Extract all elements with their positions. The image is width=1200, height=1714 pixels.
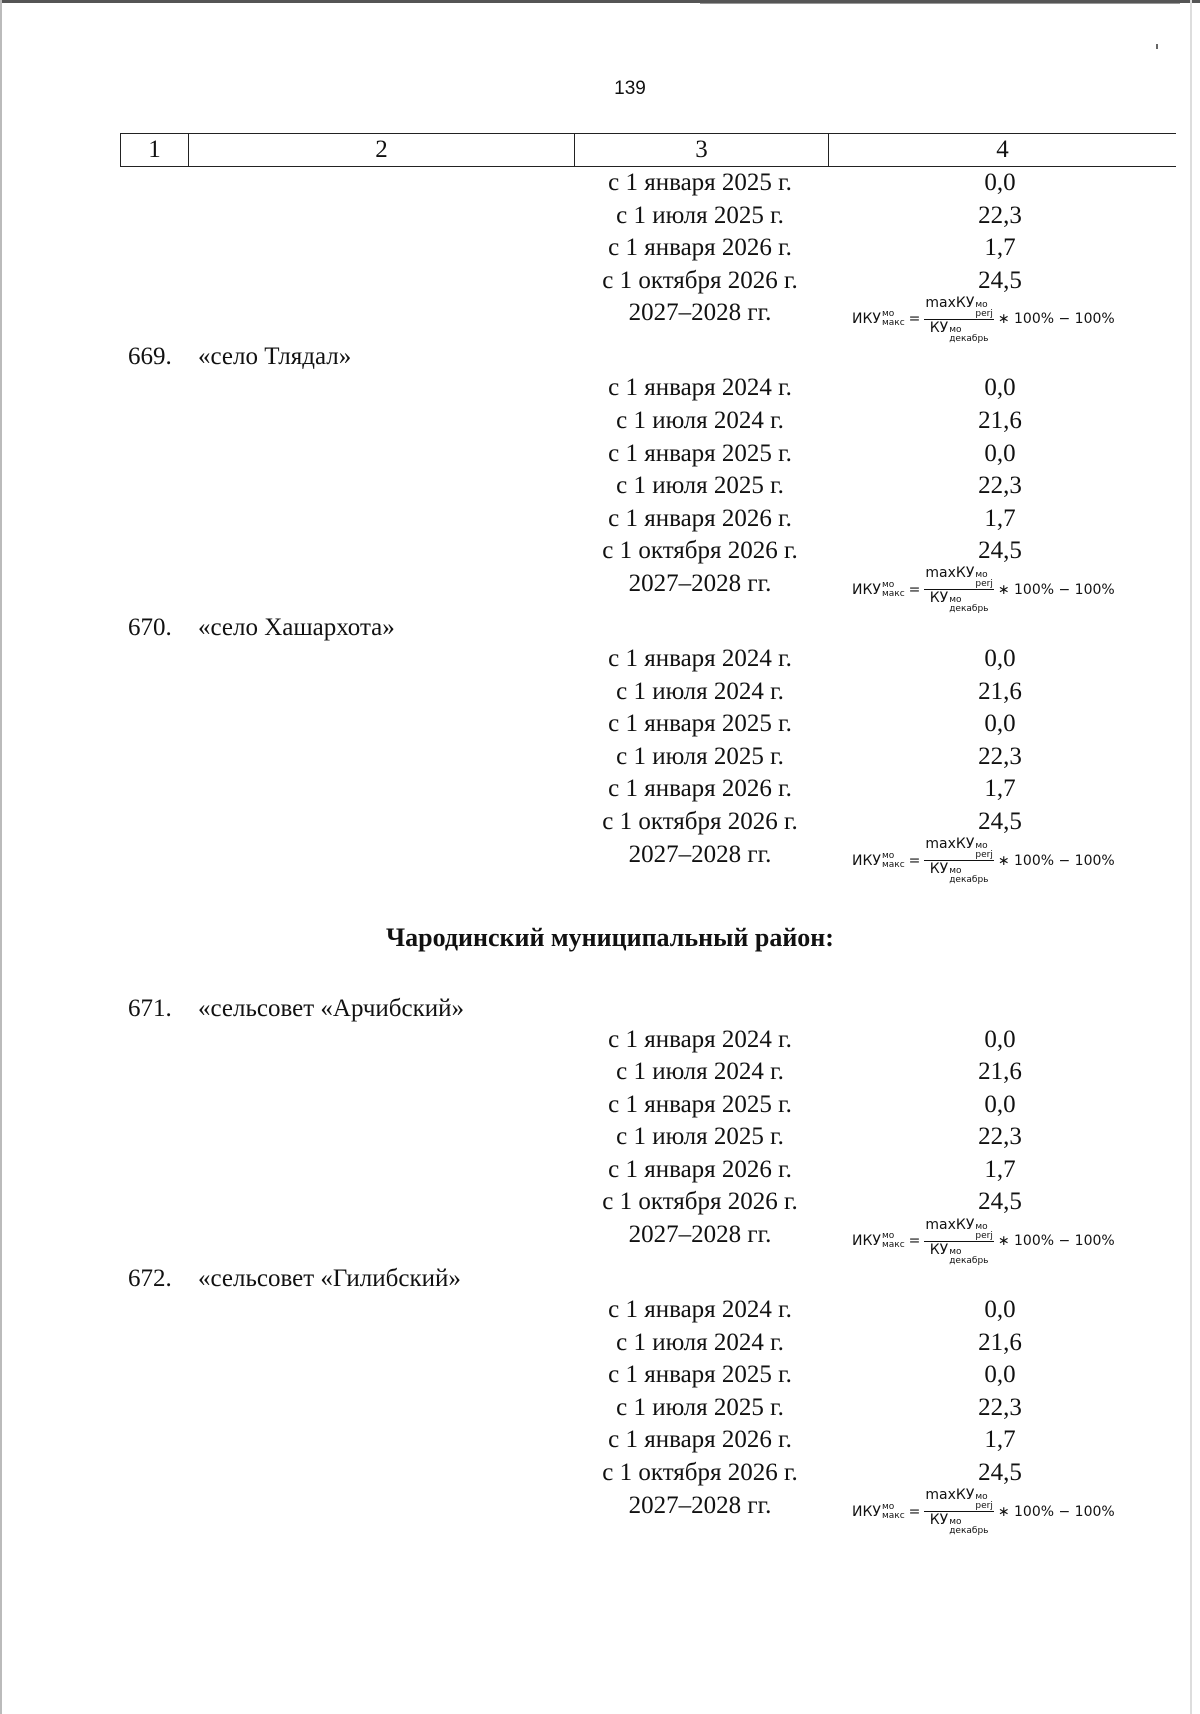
item-name: «сельсовет «Гилибский» (198, 1265, 461, 1293)
item-number: 672. (128, 1265, 172, 1293)
formula-denominator (930, 590, 989, 614)
rate-period: с 1 июля 2025 г. (616, 1123, 784, 1151)
table-header-row (120, 133, 1176, 167)
formula-row (0, 294, 1200, 344)
rate-period: с 1 января 2024 г. (608, 374, 792, 402)
formula-sup: мо (881, 1231, 895, 1242)
formula-fraction (924, 295, 993, 344)
scan-speck (1156, 44, 1158, 49)
continued-block (0, 167, 1200, 344)
rate-row (0, 1359, 1200, 1392)
formula-sup: мо (881, 1501, 895, 1512)
rate-row (0, 1154, 1200, 1187)
formula-lhs: ИКУ (852, 852, 881, 869)
rate-value: 0,0 (984, 644, 1016, 672)
rate-period: 2027–2028 гг. (628, 1221, 772, 1249)
rate-period: 2027–2028 гг. (628, 1491, 772, 1519)
formula-equals: = (908, 581, 921, 598)
formula-denominator (930, 320, 989, 344)
rate-row (0, 1056, 1200, 1089)
formula-numerator (924, 836, 993, 861)
denominator-sub: декабрь (949, 333, 989, 344)
rate-row (0, 438, 1200, 471)
rate-value: 1,7 (984, 1155, 1016, 1183)
rate-period: с 1 января 2026 г. (608, 504, 792, 532)
item-title (0, 993, 1200, 1024)
numerator-main: maxКУ (925, 836, 975, 852)
rate-row (0, 1024, 1200, 1057)
rate-period: с 1 января 2025 г. (608, 439, 792, 467)
rate-row (0, 806, 1200, 839)
denominator-sup: мо (949, 595, 962, 606)
rate-row (0, 535, 1200, 568)
rate-value: 24,5 (978, 807, 1022, 835)
rate-period: с 1 января 2025 г. (608, 1361, 792, 1389)
item-number: 671. (128, 994, 172, 1022)
rate-row (0, 643, 1200, 676)
formula-fraction (924, 565, 993, 614)
item-title (0, 341, 1200, 372)
iku-formula (852, 1487, 1115, 1537)
denominator-main: КУ (929, 319, 949, 336)
rate-value: 21,6 (978, 406, 1022, 434)
rate-value: 0,0 (984, 1296, 1016, 1324)
rate-period: с 1 июля 2024 г. (616, 1328, 784, 1356)
formula-row (0, 565, 1200, 615)
formula-sup: мо (881, 579, 895, 590)
denominator-sub: декабрь (949, 1526, 989, 1537)
rate-period: с 1 января 2026 г. (608, 1426, 792, 1454)
rate-value: 24,5 (978, 1188, 1022, 1216)
formula-sup: мо (881, 309, 895, 320)
rate-period: с 1 октября 2026 г. (602, 537, 798, 565)
item-670 (0, 612, 1200, 883)
formula-tail: ∗ 100% − 100% (997, 581, 1115, 598)
rate-row (0, 708, 1200, 741)
rate-value: 22,3 (978, 1123, 1022, 1151)
formula-sub: макс (881, 859, 905, 870)
rate-period: с 1 июля 2024 г. (616, 1058, 784, 1086)
rate-period: с 1 июля 2025 г. (616, 1393, 784, 1421)
rate-period: с 1 января 2025 г. (608, 1090, 792, 1118)
item-number: 670. (128, 613, 172, 641)
rate-value: 24,5 (978, 1459, 1022, 1487)
rate-value: 0,0 (984, 374, 1016, 402)
numerator-sup: мо (975, 570, 988, 581)
rate-row (0, 1089, 1200, 1122)
numerator-sup: мо (975, 841, 988, 851)
formula-sub: макс (881, 588, 905, 599)
rate-row (0, 265, 1200, 298)
denominator-sub: декабрь (949, 1255, 989, 1266)
section-heading: Чародинский муниципальный район: (386, 922, 834, 952)
denominator-main: КУ (929, 861, 949, 877)
rate-period: с 1 января 2024 г. (608, 644, 792, 672)
formula-lhs: ИКУ (852, 1503, 881, 1520)
rate-value: 22,3 (978, 742, 1022, 770)
rate-period: 2027–2028 гг. (628, 569, 772, 597)
denominator-sup: мо (949, 1517, 962, 1528)
formula-numerator (924, 295, 993, 320)
rate-period: с 1 октября 2026 г. (602, 1188, 798, 1216)
numerator-sub: perj (975, 850, 993, 860)
denominator-sup: мо (949, 1246, 962, 1257)
rate-value: 0,0 (984, 1090, 1016, 1118)
formula-equals: = (908, 311, 921, 328)
formula-lhs: ИКУ (852, 311, 881, 328)
formula-lhs: ИКУ (852, 1233, 881, 1250)
rate-period: с 1 октября 2026 г. (602, 807, 798, 835)
rate-period: с 1 января 2024 г. (608, 1296, 792, 1324)
rate-value: 21,6 (978, 677, 1022, 705)
formula-numerator (924, 565, 993, 590)
rate-value: 0,0 (984, 1361, 1016, 1389)
formula-row (0, 1216, 1200, 1266)
formula-row (0, 1487, 1200, 1537)
formula-fraction (924, 836, 993, 885)
rate-period: с 1 января 2026 г. (608, 775, 792, 803)
formula-sub: макс (881, 1240, 905, 1251)
denominator-sup: мо (949, 866, 962, 876)
rate-row (0, 1424, 1200, 1457)
rate-value: 1,7 (984, 504, 1016, 532)
rate-value: 1,7 (984, 234, 1016, 262)
item-672 (0, 1263, 1200, 1537)
formula-row (0, 836, 1200, 885)
rate-value: 21,6 (978, 1058, 1022, 1086)
rate-row (0, 741, 1200, 774)
rate-value: 1,7 (984, 1426, 1016, 1454)
rate-period: с 1 января 2025 г. (608, 710, 792, 738)
formula-equals: = (908, 1503, 921, 1520)
rate-row (0, 200, 1200, 233)
rate-row (0, 470, 1200, 503)
rate-period: 2027–2028 гг. (628, 840, 772, 868)
iku-formula (852, 1216, 1115, 1266)
denominator-sub: декабрь (949, 604, 989, 615)
rate-value: 21,6 (978, 1328, 1022, 1356)
numerator-sub: perj (975, 579, 993, 590)
denominator-sub: декабрь (949, 875, 989, 885)
denominator-main: КУ (929, 1241, 949, 1258)
rate-row (0, 503, 1200, 536)
rate-period: с 1 октября 2026 г. (602, 266, 798, 294)
numerator-main: maxКУ (925, 1216, 975, 1233)
formula-numerator (924, 1487, 993, 1512)
rate-row (0, 1392, 1200, 1425)
item-669 (0, 341, 1200, 615)
rate-period: с 1 января 2026 г. (608, 1155, 792, 1183)
item-title (0, 612, 1200, 643)
rate-value: 22,3 (978, 1393, 1022, 1421)
formula-fraction (924, 1217, 993, 1266)
header-col-3: 3 (574, 134, 828, 166)
rate-row (0, 405, 1200, 438)
formula-equals: = (908, 1233, 921, 1250)
numerator-sup: мо (975, 1492, 988, 1503)
rate-period: с 1 января 2025 г. (608, 169, 792, 196)
rate-value: 22,3 (978, 472, 1022, 500)
formula-fraction (924, 1487, 993, 1536)
numerator-sub: perj (975, 1501, 993, 1512)
rate-period: с 1 июля 2024 г. (616, 406, 784, 434)
rate-value: 0,0 (984, 169, 1016, 196)
rate-value: 0,0 (984, 439, 1016, 467)
formula-denominator (930, 861, 989, 885)
rate-period: с 1 июля 2024 г. (616, 677, 784, 705)
numerator-sup: мо (975, 1221, 988, 1232)
formula-denominator (930, 1512, 989, 1536)
rate-row (0, 773, 1200, 806)
rate-value: 24,5 (978, 537, 1022, 565)
formula-denominator (930, 1242, 989, 1266)
denominator-sup: мо (949, 324, 962, 335)
rate-row (0, 676, 1200, 709)
denominator-main: КУ (929, 590, 949, 607)
rate-row (0, 372, 1200, 405)
formula-sub: макс (881, 1510, 905, 1521)
numerator-main: maxКУ (925, 565, 975, 582)
rate-period: с 1 января 2026 г. (608, 234, 792, 262)
rate-value: 0,0 (984, 1025, 1016, 1053)
rate-period: с 1 июля 2025 г. (616, 201, 784, 229)
numerator-sub: perj (975, 1230, 993, 1241)
item-671 (0, 993, 1200, 1264)
formula-sub: макс (881, 318, 905, 329)
rate-period: с 1 октября 2026 г. (602, 1459, 798, 1487)
rate-period: с 1 июля 2025 г. (616, 742, 784, 770)
rate-row (0, 1294, 1200, 1327)
rate-row (0, 1186, 1200, 1219)
rate-value: 22,3 (978, 201, 1022, 229)
header-col-2: 2 (188, 134, 574, 166)
rate-value: 24,5 (978, 266, 1022, 294)
iku-formula (852, 294, 1115, 344)
rate-row (0, 167, 1200, 200)
rate-row (0, 1457, 1200, 1490)
denominator-main: КУ (929, 1512, 949, 1529)
rate-row (0, 1327, 1200, 1360)
iku-formula (852, 565, 1115, 615)
header-col-1: 1 (120, 134, 188, 166)
rate-value: 0,0 (984, 710, 1016, 738)
table-body (0, 167, 1200, 1537)
rate-row (0, 1121, 1200, 1154)
item-number: 669. (128, 343, 172, 371)
item-name: «село Тлядал» (198, 343, 352, 371)
formula-tail: ∗ 100% − 100% (997, 311, 1115, 328)
scan-edge-line (700, 3, 1180, 4)
formula-equals: = (908, 852, 921, 869)
formula-tail: ∗ 100% − 100% (997, 1233, 1115, 1250)
rate-value: 1,7 (984, 775, 1016, 803)
formula-tail: ∗ 100% − 100% (997, 852, 1115, 869)
numerator-sup: мо (975, 299, 988, 310)
item-name: «сельсовет «Арчибский» (198, 994, 465, 1022)
rate-period: 2027–2028 гг. (628, 299, 772, 327)
formula-lhs: ИКУ (852, 581, 881, 598)
rate-row (0, 232, 1200, 265)
formula-sup: мо (881, 850, 895, 861)
rate-period: с 1 января 2024 г. (608, 1025, 792, 1053)
header-col-4: 4 (828, 134, 1176, 166)
numerator-sub: perj (975, 308, 993, 319)
page-number: 139 (614, 78, 646, 99)
item-name: «село Хашархота» (198, 613, 395, 641)
formula-tail: ∗ 100% − 100% (997, 1503, 1115, 1520)
numerator-main: maxКУ (925, 1487, 975, 1504)
numerator-main: maxКУ (925, 294, 975, 311)
iku-formula (852, 836, 1115, 885)
item-title (0, 1263, 1200, 1294)
formula-numerator (924, 1217, 993, 1242)
rate-period: с 1 июля 2025 г. (616, 472, 784, 500)
